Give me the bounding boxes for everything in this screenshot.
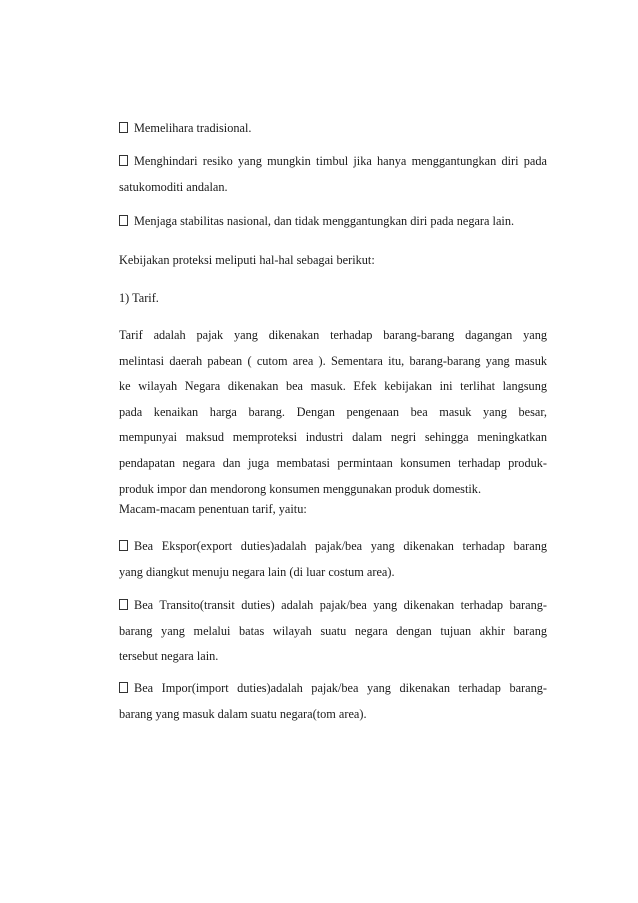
paragraph-line: ke wilayah Negara dikenakan bea masuk. Efek kebijakan ini terlihat langsung — [119, 379, 547, 394]
bullet-text: Menjaga stabilitas nasional, dan tidak menggantungkan diri pada negara lain. — [134, 214, 515, 228]
bullet-menjaga — [119, 209, 547, 235]
intro-text: Kebijakan proteksi meliputi hal-hal sebagai berikut: — [119, 253, 375, 267]
item-1-heading: 1) Tarif. — [119, 291, 159, 305]
tarif-type-line: tersebut negara lain. — [119, 649, 219, 664]
paragraph-line: pada kenaikan harga barang. Dengan pengenaan bea masuk yang besar, — [119, 404, 547, 419]
tarif-type-line — [119, 593, 547, 619]
paragraph-line: mempunyai maksud memproteksi industri dalam negri sehingga meningkatkan — [119, 430, 547, 445]
tarif-type-line: yang diangkut menuju negara lain (di luar costum area). — [119, 564, 395, 579]
tarif-type-transito — [119, 593, 547, 670]
tarif-type-text: Bea Transito(transit duties) adalah pajak/bea yang dikenakan terhadap barang- — [134, 598, 547, 612]
tarif-type-ekspor — [119, 534, 547, 585]
tarif-type-text: Bea Ekspor(export duties)adalah pajak/bea yang dikenakan terhadap barang — [134, 539, 547, 553]
bullet-text: Memelihara tradisional. — [134, 121, 252, 135]
bullet-memelihara — [119, 116, 547, 142]
bullet-line — [119, 149, 547, 175]
checkbox-glyph-icon — [119, 540, 128, 551]
tarif-type-line — [119, 534, 547, 560]
paragraph-line: melintasi daerah pabean ( cutom area ). Sementara itu, barang-barang yang masuk — [119, 353, 547, 368]
checkbox-glyph-icon — [119, 599, 128, 610]
macam-heading: Macam-macam penentuan tarif, yaitu: — [119, 502, 307, 516]
checkbox-glyph-icon — [119, 682, 128, 693]
paragraph-line: pendapatan negara dan juga membatasi permintaan konsumen terhadap produk- — [119, 455, 547, 470]
checkbox-glyph-icon — [119, 155, 128, 166]
tarif-paragraph — [119, 323, 547, 502]
tarif-type-impor — [119, 676, 547, 727]
paragraph-line: produk impor dan mendorong konsumen menggunakan produk domestik. — [119, 481, 482, 496]
paragraph-line: Tarif adalah pajak yang dikenakan terhadap barang-barang dagangan yang — [119, 328, 547, 342]
tarif-type-line: barang yang melalui batas wilayah suatu negara dengan tujuan akhir barang — [119, 623, 547, 638]
checkbox-glyph-icon — [119, 122, 128, 133]
tarif-type-text: Bea Impor(import duties)adalah pajak/bea yang dikenakan terhadap barang- — [134, 681, 547, 695]
tarif-type-line — [119, 676, 547, 702]
bullet-line: satukomoditi andalan. — [119, 179, 228, 194]
bullet-text: Menghindari resiko yang mungkin timbul jika hanya menggantungkan diri pada — [134, 154, 547, 168]
tarif-type-line: barang yang masuk dalam suatu negara(tom area). — [119, 706, 367, 721]
checkbox-glyph-icon — [119, 215, 128, 226]
bullet-menghindari — [119, 149, 547, 200]
